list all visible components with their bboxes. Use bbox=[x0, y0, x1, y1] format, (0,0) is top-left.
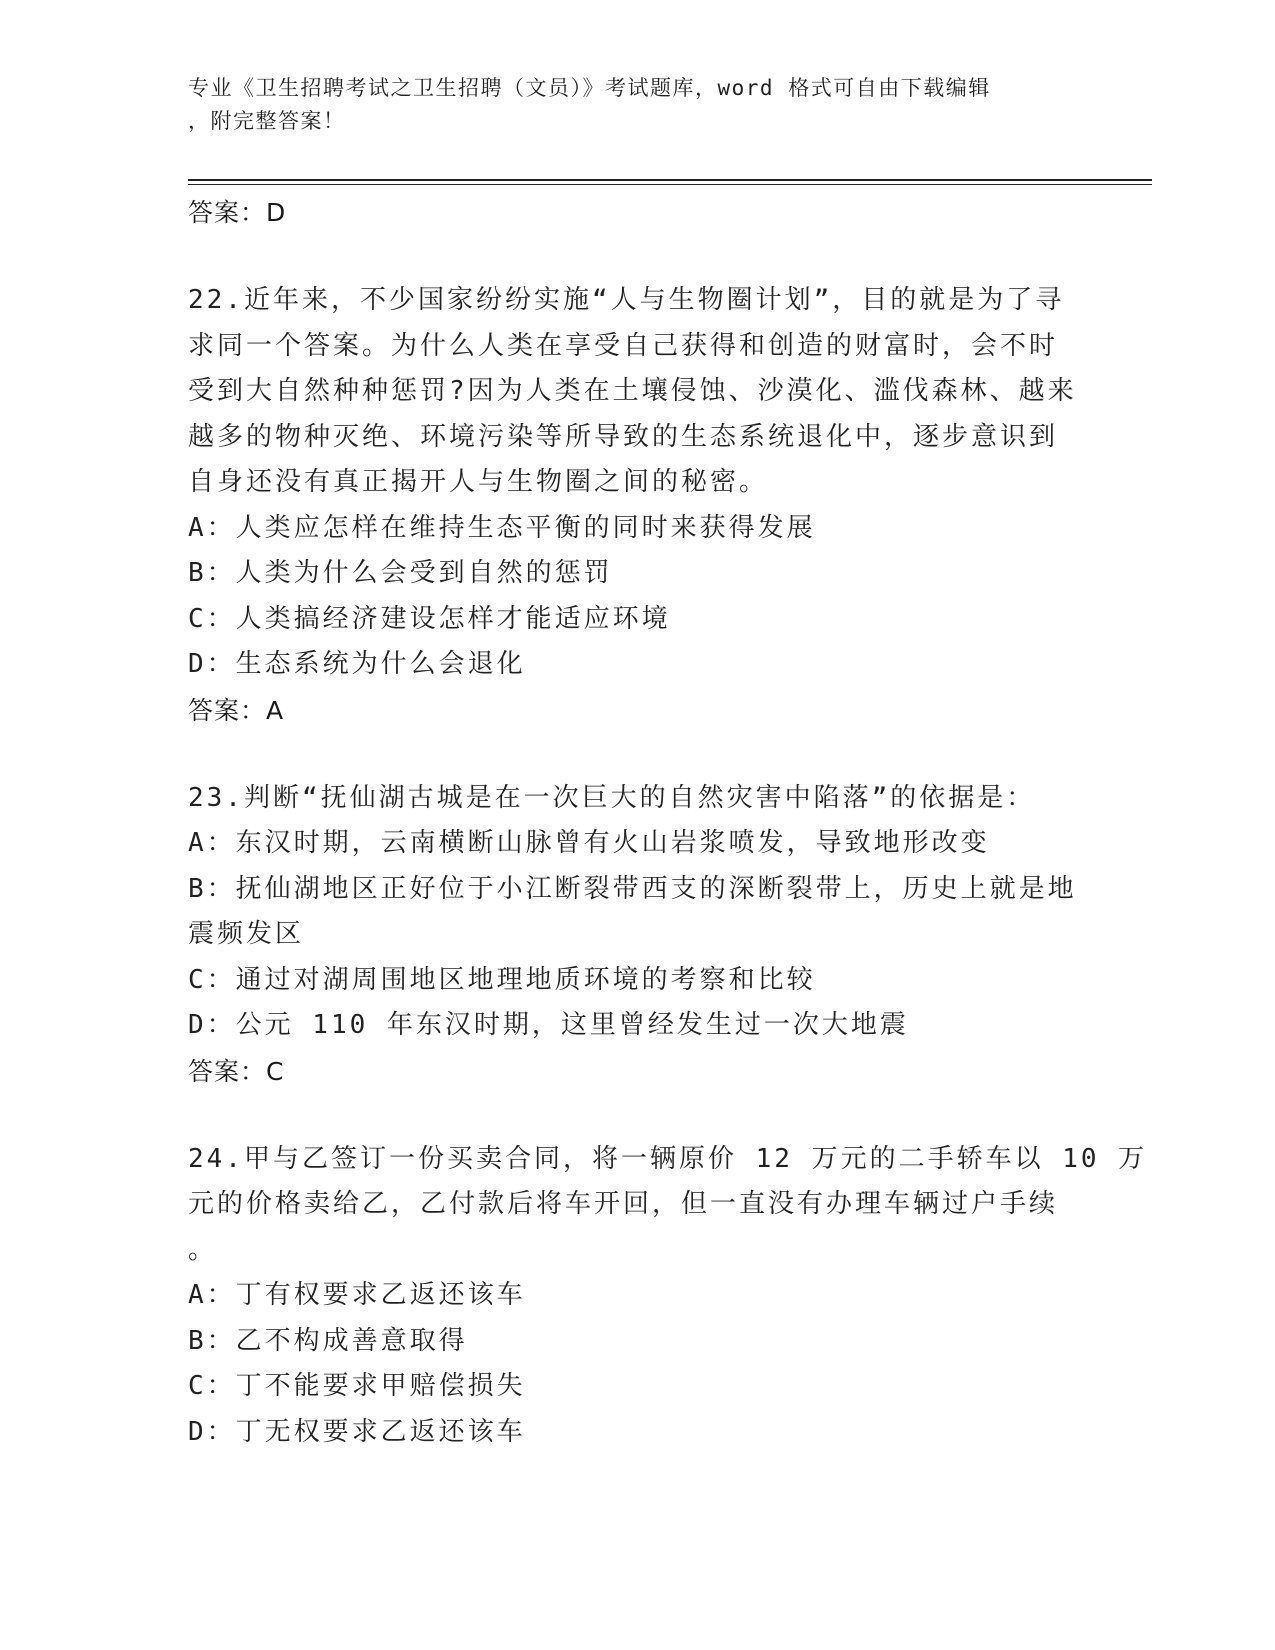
answer-21: 答案：D bbox=[188, 198, 287, 227]
question-24-option-a: A：丁有权要求乙返还该车 bbox=[188, 1280, 526, 1310]
question-22-stem bbox=[188, 278, 1088, 506]
question-23-option-a: A：东汉时期，云南横断山脉曾有火山岩浆喷发，导致地形改变 bbox=[188, 828, 990, 858]
question-24 bbox=[188, 1137, 1148, 1456]
header-rule-thin bbox=[188, 184, 1152, 185]
page-header bbox=[188, 72, 1068, 138]
header-line-1: 专业《卫生招聘考试之卫生招聘（文员）》考试题库，word 格式可自由下载编辑 bbox=[188, 76, 991, 100]
question-23 bbox=[188, 776, 1088, 1095]
header-rule-thick bbox=[188, 179, 1152, 181]
question-24-option-d: D：丁无权要求乙返还该车 bbox=[188, 1416, 526, 1447]
document-body bbox=[188, 190, 1148, 1455]
stem-line: 元的价格卖给乙，乙付款后将车开回，但一直没有办理车辆过户手续 bbox=[188, 1189, 1059, 1219]
question-22-option-a: A：人类应怎样在维持生态平衡的同时来获得发展 bbox=[188, 512, 816, 543]
question-22-option-c: C：人类搞经济建设怎样才能适应环境 bbox=[188, 603, 671, 634]
question-22-option-d: D：生态系统为什么会退化 bbox=[188, 649, 526, 679]
question-22 bbox=[188, 278, 1088, 734]
question-24-option-b: B：乙不构成善意取得 bbox=[188, 1325, 468, 1356]
header-line-2: ，附完整答案！ bbox=[188, 109, 346, 133]
question-23-option-b-continued: 震频发区 bbox=[188, 919, 305, 949]
question-23-stem bbox=[188, 776, 1088, 822]
answer-23: 答案：C bbox=[188, 1056, 285, 1086]
stem-line: 自身还没有真正揭开人与生物圈之间的秘密。 bbox=[188, 467, 769, 497]
stem-line: 求同一个答案。为什么人类在享受自己获得和创造的财富时，会不时 bbox=[188, 330, 1059, 361]
question-24-stem bbox=[188, 1137, 1148, 1274]
stem-line: 受到大自然种种惩罚?因为人类在土壤侵蚀、沙漠化、滥伐森林、越来 bbox=[188, 376, 1077, 406]
stem-line: 越多的物种灭绝、环境污染等所导致的生态系统退化中，逐步意识到 bbox=[188, 421, 1059, 452]
answer-22: 答案：A bbox=[188, 695, 285, 725]
stem-line: 22.近年来，不少国家纷纷实施“人与生物圈计划”，目的就是为了寻 bbox=[188, 285, 1065, 315]
question-22-option-b: B：人类为什么会受到自然的惩罚 bbox=[188, 558, 613, 588]
question-23-option-d: D：公元 110 年东汉时期，这里曾经发生过一次大地震 bbox=[188, 1010, 909, 1040]
stem-line: 24.甲与乙签订一份买卖合同，将一辆原价 12 万元的二手轿车以 10 万 bbox=[188, 1143, 1148, 1174]
stem-line: 。 bbox=[188, 1234, 218, 1265]
stem-line: 23.判断“抚仙湖古城是在一次巨大的自然灾害中陷落”的依据是： bbox=[188, 782, 1036, 813]
question-23-option-c: C：通过对湖周围地区地理地质环境的考察和比较 bbox=[188, 964, 816, 995]
question-23-option-b: B：抚仙湖地区正好位于小江断裂带西支的深断裂带上，历史上就是地 bbox=[188, 873, 1077, 904]
question-24-option-c: C：丁不能要求甲赔偿损失 bbox=[188, 1371, 526, 1401]
